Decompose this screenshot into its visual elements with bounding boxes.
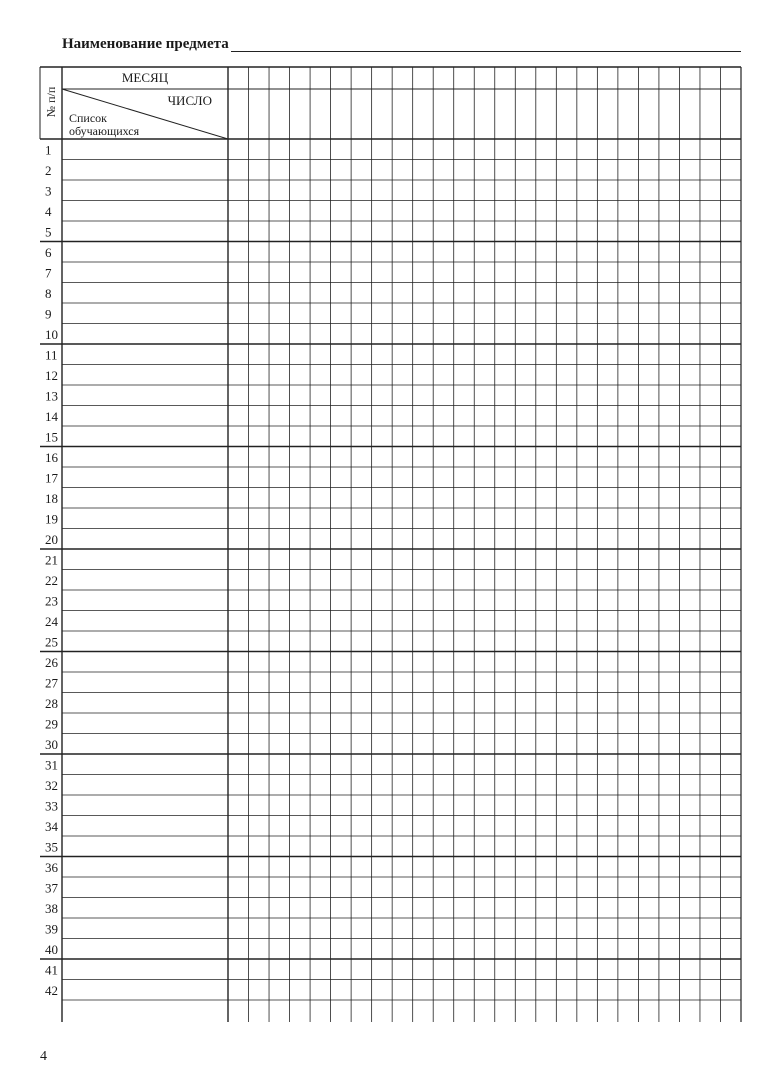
row-number: 20 xyxy=(45,532,58,547)
row-number: 24 xyxy=(45,614,58,629)
row-number: 38 xyxy=(45,901,58,916)
row-number: 39 xyxy=(45,921,58,937)
row-number: 27 xyxy=(45,675,58,691)
row-number: 21 xyxy=(45,552,58,568)
row-number: 6 xyxy=(45,245,52,260)
month-label: МЕСЯЦ xyxy=(121,70,169,85)
date-label: ЧИСЛО xyxy=(167,93,212,108)
row-number: 18 xyxy=(45,491,58,506)
row-number: 33 xyxy=(45,798,58,814)
row-number: 8 xyxy=(45,286,52,301)
row-number: 14 xyxy=(45,409,58,424)
row-number: 41 xyxy=(45,962,58,978)
row-number: 7 xyxy=(45,265,52,281)
student-list-label: обучающихся xyxy=(69,124,140,138)
row-number: 15 xyxy=(45,429,58,445)
row-number: 17 xyxy=(45,470,58,486)
row-number: 35 xyxy=(45,839,58,855)
row-number: 12 xyxy=(45,368,58,383)
row-number: 5 xyxy=(45,224,52,240)
row-number: 9 xyxy=(45,306,52,322)
row-number: 4 xyxy=(45,204,52,219)
row-number: 22 xyxy=(45,573,58,588)
row-number: 2 xyxy=(45,163,52,178)
row-number: 42 xyxy=(45,983,58,998)
row-number: 19 xyxy=(45,511,58,527)
page-number: 4 xyxy=(40,1049,47,1064)
row-number: 31 xyxy=(45,757,58,773)
row-number: 3 xyxy=(45,183,52,199)
subject-name-label: Наименование предмета xyxy=(62,36,229,52)
row-number: 23 xyxy=(45,593,58,609)
row-number: 16 xyxy=(45,450,58,465)
row-number: 40 xyxy=(45,942,58,957)
row-number: 34 xyxy=(45,819,58,834)
row-number: 28 xyxy=(45,696,58,711)
row-number: 11 xyxy=(45,347,58,363)
row-number: 32 xyxy=(45,778,58,793)
row-number: 1 xyxy=(45,142,52,158)
row-number: 37 xyxy=(45,880,58,896)
row-number: 25 xyxy=(45,634,58,650)
row-number: 29 xyxy=(45,716,58,732)
row-number: 26 xyxy=(45,655,58,670)
row-number: 36 xyxy=(45,860,58,875)
row-number: 30 xyxy=(45,737,58,752)
row-number-header: № п/п xyxy=(44,86,58,118)
row-number: 13 xyxy=(45,388,58,404)
student-list-label: Список xyxy=(69,111,108,125)
row-number: 10 xyxy=(45,327,58,342)
